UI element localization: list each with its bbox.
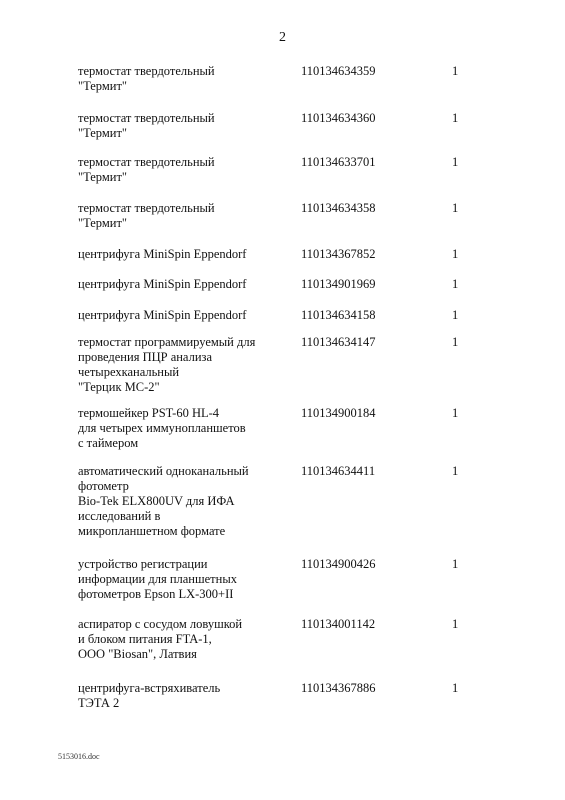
item-description: термостат твердотельный "Термит" [78,201,215,230]
item-description: термостат твердотельный "Термит" [78,111,215,140]
item-inventory-number: 110134634158 [301,308,376,322]
item-description: центрифуга-встряхиватель ТЭТА 2 [78,681,221,710]
item-inventory-number: 110134634360 [301,111,376,125]
item-quantity: 1 [452,464,459,478]
item-quantity: 1 [452,247,459,261]
item-inventory-number: 110134001142 [301,617,376,631]
item-inventory-number: 110134900184 [301,406,376,420]
item-quantity: 1 [452,335,459,349]
item-quantity: 1 [452,617,459,631]
item-quantity: 1 [452,557,459,571]
item-description: центрифуга MiniSpin Eppendorf [78,277,247,291]
item-inventory-number: 110134634411 [301,464,376,478]
item-inventory-number: 110134900426 [301,557,376,571]
item-inventory-number: 110134367852 [301,247,376,261]
item-inventory-number: 110134633701 [301,155,376,169]
item-quantity: 1 [452,155,459,169]
item-quantity: 1 [452,64,459,78]
item-inventory-number: 110134901969 [301,277,376,291]
item-description: термостат твердотельный "Термит" [78,64,215,93]
item-quantity: 1 [452,201,459,215]
item-quantity: 1 [452,277,459,291]
item-description: устройство регистрации информации для планшетных фотометров Epson LX-300+II [78,557,237,601]
item-description: аспиратор с сосудом ловушкой и блоком питания FTA-1, ООО "Biosan", Латвия [78,617,243,661]
item-description: термостат программируемый для проведения ПЦР анализа четырехканальный "Терцик МС-2" [78,335,256,394]
item-quantity: 1 [452,406,459,420]
item-quantity: 1 [452,681,459,695]
page-number: 2 [279,30,286,45]
item-description: термостат твердотельный "Термит" [78,155,215,184]
item-inventory-number: 110134634359 [301,64,376,78]
item-description: центрифуга MiniSpin Eppendorf [78,247,247,261]
item-inventory-number: 110134634358 [301,201,376,215]
item-quantity: 1 [452,111,459,125]
item-inventory-number: 110134634147 [301,335,376,349]
item-description: автоматический одноканальный фотометр Bio-Tek ELX800UV для ИФА исследований в микропланшетном формате [78,464,249,538]
item-description: термошейкер PST-60 HL-4 для четырех иммунопланшетов с таймером [78,406,246,450]
footer-filename: 5153016.doc [58,752,100,761]
item-description: центрифуга MiniSpin Eppendorf [78,308,247,322]
item-quantity: 1 [452,308,459,322]
item-inventory-number: 110134367886 [301,681,376,695]
